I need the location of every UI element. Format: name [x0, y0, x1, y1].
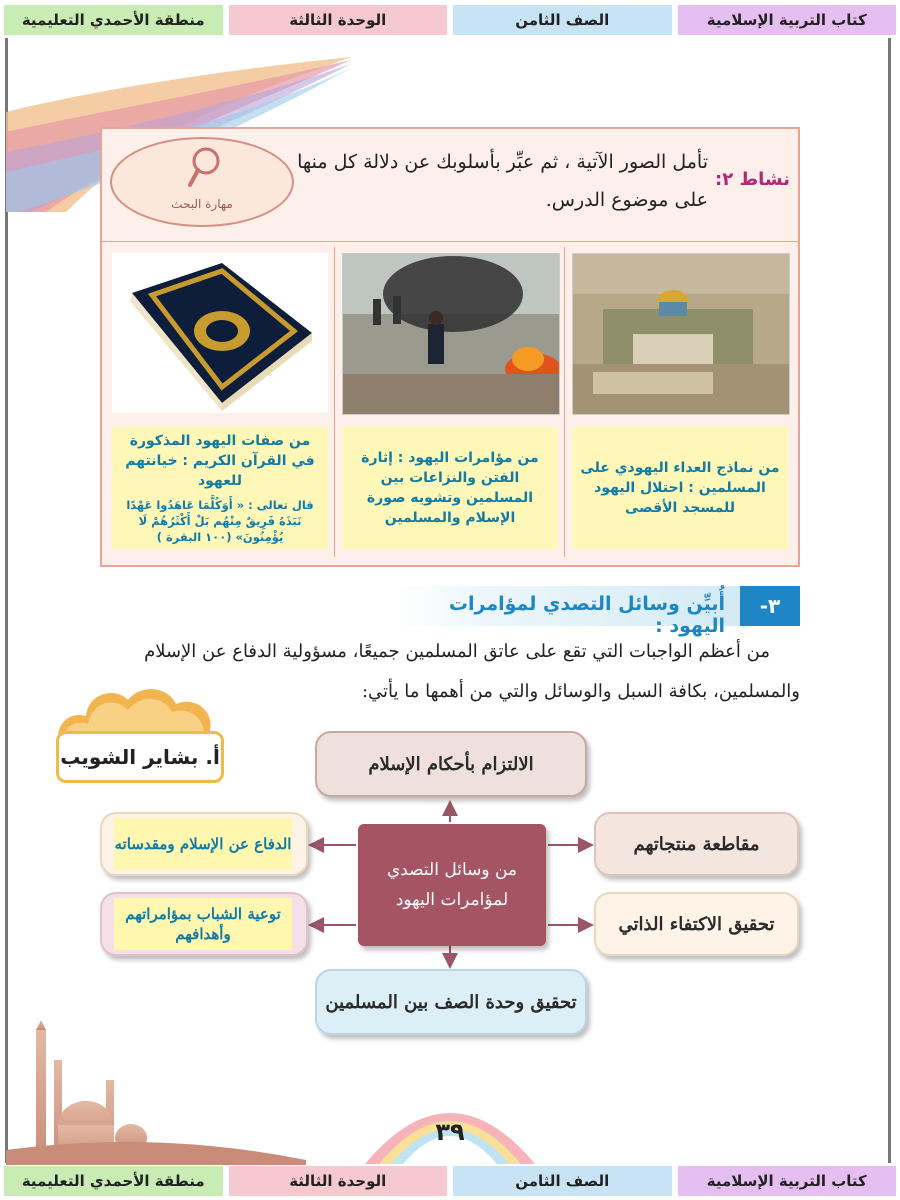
page-number: ٣٩: [435, 1118, 465, 1146]
diagram-bottom-box: تحقيق وحدة الصف بين المسلمين: [315, 969, 587, 1035]
intro-line-2: والمسلمين، بكافة السبل والوسائل والتي من أهمها ما يأتي:: [361, 681, 800, 702]
bottom-header-bar: [0, 1166, 900, 1196]
diagram-left-top-text: الدفاع عن الإسلام ومقدساته: [114, 818, 292, 870]
header-book: كتاب التربية الإسلامية: [678, 5, 897, 35]
header-unit: الوحدة الثالثة: [229, 5, 448, 35]
activity-label: نشاط ٢:: [715, 169, 790, 190]
diagram-left-bottom-box: [100, 892, 308, 956]
instruction-line-2: على موضوع الدرس.: [545, 189, 708, 211]
quran-note-text: من صفات اليهود المذكورة في القرآن الكريم : خيانتهم للعهود: [125, 433, 315, 489]
footer-grade: الصف الثامن: [453, 1166, 672, 1196]
diagram-left-top-box: [100, 812, 308, 876]
quran-verse-quote: قال تعالى : « أَوَكُلَّمَا عَاهَدُوا عَهْدًا نَبَذَهُ فَرِيقٌ مِنْهُم بَلْ أَكْثَرُهُمْ لَا يُؤْمِنُونَ» (١٠٠ البقرة ): [126, 498, 314, 544]
activity-note-clashes: من مؤامرات اليهود : إثارة الفتن والنزاعات بين المسلمين وتشويه صورة الإسلام والمسلمين: [342, 427, 558, 549]
section-title: أُبيِّن وسائل التصدي لمؤامرات اليهود :: [448, 593, 725, 637]
diagram-right-bottom-box: تحقيق الاكتفاء الذاتي: [594, 892, 799, 956]
footer-zone: منطقة الأحمدي التعليمية: [4, 1166, 223, 1196]
diagram-left-bottom-text: توعية الشباب بمؤامراتهم وأهدافهم: [114, 898, 292, 950]
mosque-silhouette-decoration: [6, 1020, 306, 1165]
research-skill-label: مهارة البحث: [171, 197, 233, 211]
activity-note-aqsa: من نماذج العداء اليهودي على المسلمين : احتلال اليهود للمسجد الأقصى: [572, 427, 788, 549]
instruction-line-1: تأمل الصور الآتية ، ثم عبِّر بأسلوبك عن دلالة كل منها: [297, 151, 708, 173]
header-grade: الصف الثامن: [453, 5, 672, 35]
section-number: ٣-: [740, 586, 800, 626]
diagram-top-box: الالتزام بأحكام الإسلام: [315, 731, 587, 797]
footer-book: كتاب التربية الإسلامية: [678, 1166, 897, 1196]
diagram-center-box: من وسائل التصدي لمؤامرات اليهود: [358, 824, 546, 946]
header-zone: منطقة الأحمدي التعليمية: [4, 5, 223, 35]
footer-unit: الوحدة الثالثة: [229, 1166, 448, 1196]
author-name: أ. بشاير الشويب: [56, 731, 224, 783]
diagram-right-top-box: مقاطعة منتجاتهم: [594, 812, 799, 876]
intro-line-1: من أعظم الواجبات التي تقع على عاتق المسلمين جميعًا، مسؤولية الدفاع عن الإسلام: [144, 641, 770, 662]
